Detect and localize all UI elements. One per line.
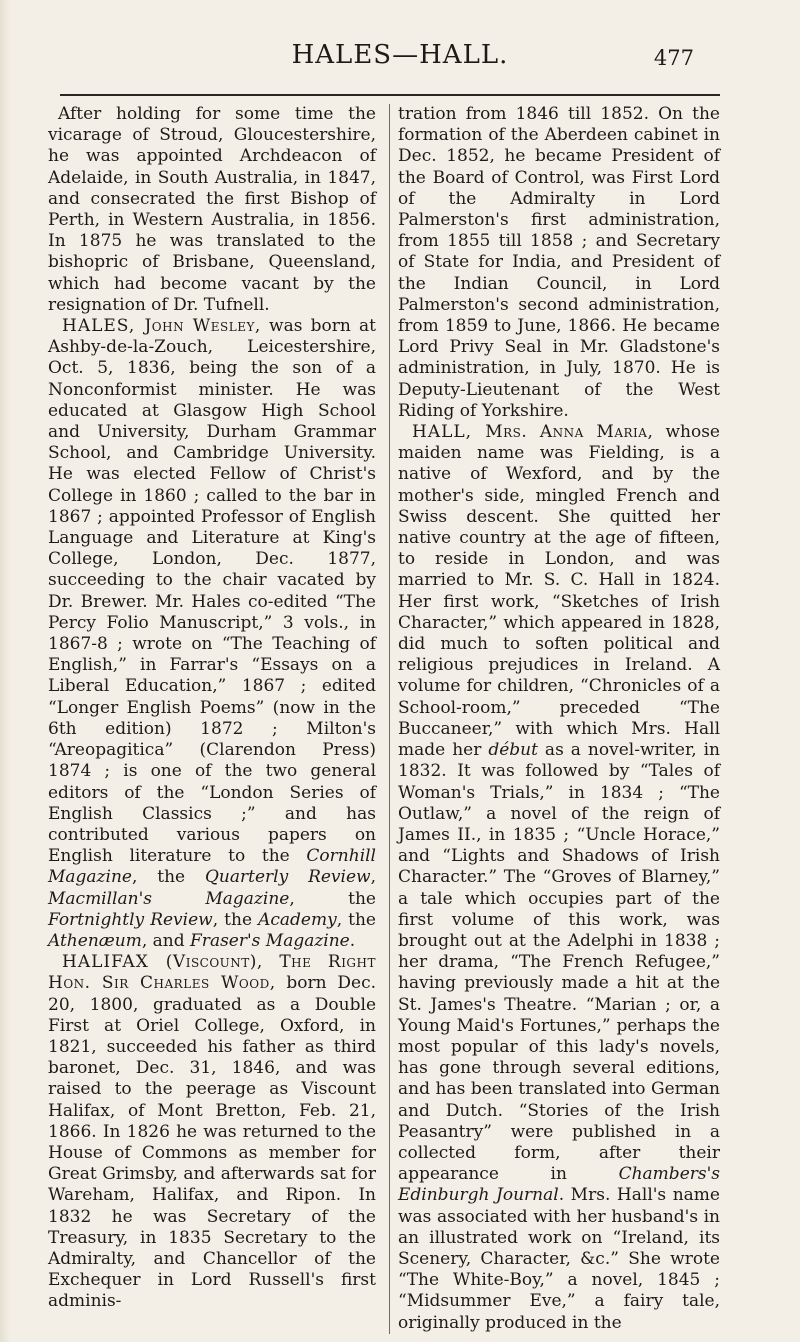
entry-halifax <box>48 952 376 1312</box>
entry-text: was born at Ashby-de-la-Zouch, Leicestershire, Oct. 5, 1836, being the son of a Nonconformist minister. He was educated at Glasgow High School and University, Durham Grammar School, and Cambridge University. He was elected Fellow of Christ's College in 1860 ; called to the bar in 1867 ; appointed Professor of English Language and Literature at King's College, London, Dec. 1877, succeeding to the chair vacated by Dr. Brewer. Mr. Hales co-edited “The Percy Folio Manuscript,” 3 vols., in 1867-8 ; wrote on “The Teaching of English,” in Farrar's “Essays on a Liberal Education,” 1867 ; edited “Longer English Poems” (now in the 6th edition) 1872 ; Milton's “Areopagitica” (Clarendon Press) 1874 ; is one of the two general editors of the “London Series of English Classics ;” and has contributed various papers on English literature to the <box>48 316 377 867</box>
entry-name: John Wesley, <box>144 316 261 337</box>
entry-headword: HALL, <box>412 422 486 443</box>
entry-headword: HALIFAX <box>62 952 166 973</box>
entry-text: whose maiden name was Fielding, is a native of Wexford, and by the mother's side, mingled French and Swiss descent. She quitted her native country at the age of fifteen, to reside in London, and was married to Mr. S. C. Hall in 1824. Her first work, “Sketches of Irish Character,” which appeared in 1828, did much to soften political and religious prejudices in Ireland. A volume for children, “Chronicles of a School-room,” preceded “The Buccaneer,” with which Mrs. Hall made her <box>398 422 720 761</box>
left-column <box>48 104 376 1334</box>
page-header <box>0 40 800 80</box>
entry-text: as a novel-writer, in 1832. It was followed by “Tales of Woman's Trials,” in 1834 ; “The Outlaw,” a novel of the reign of James II., in 1835 ; “Uncle Horace,” and “Lights and Shadows of Irish Character.” The “Groves of Blarney,” a tale which occupies part of the first volume of this work, was brought out at the Adelphi in 1838 ; her drama, “The French Refugee,” having previously made a hit at the St. James's Theatre. “Marian ; or, a Young Maid's Fortunes,” perhaps the most popular of this lady's novels, has gone through several editions, and has been translated into German and Dutch. “Stories of the Irish Peasantry” were published in a collected form, after their appearance in <box>398 740 720 1185</box>
entry-name: Mrs. Anna Maria, <box>485 422 654 443</box>
publication-title: Quarterly Review <box>204 867 371 888</box>
entry-name: (Viscount), The Right Hon. Sir Charles Wood, <box>48 952 376 994</box>
italic-word: début <box>488 740 538 761</box>
entry-text: born Dec. 20, 1800, graduated as a Double First at Oriel College, Oxford, in 1821, succeeded his father as third baronet, Dec. 31, 1846, and was raised to the peerage as Viscount Halifax, of Mont Bretton, Feb. 21, 1866. In 1826 he was returned to the House of Commons as member for Great Grimsby, and afterwards sat for Wareham, Halifax, and Ripon. In 1832 he was Secretary of the Treasury, in 1835 Secretary to the Admiralty, and Chancellor of the Exchequer in Lord Russell's first adminis- <box>48 973 376 1312</box>
publication-title: Chambers's Edinburgh Journal <box>398 1164 720 1206</box>
publication-title: Fortnightly Review <box>48 909 213 930</box>
entry-text: . <box>349 930 356 951</box>
entry-headword: HALES, <box>62 316 145 337</box>
publication-title: Fraser's Magazine <box>190 930 350 951</box>
entry-hall <box>398 422 720 1334</box>
paragraph-continued: tration from 1846 till 1852. On the formation of the Aberdeen cabinet in Dec. 1852, he became President of the Board of Control, was First Lord of the Admiralty in Lord Palmerston's first administration, from 1855 till 1858 ; and Secretary of State for India, and President of the Indian Council, in Lord Palmerston's second administration, from 1859 to June, 1866. He became Lord Privy Seal in Mr. Gladstone's administration, in July, 1870. He is Deputy-Lieutenant of the West Riding of Yorkshire. <box>398 104 720 421</box>
publication-title: Athenæum <box>48 930 142 951</box>
entry-text: , the <box>131 867 205 888</box>
right-column <box>389 104 720 1334</box>
entry-text: , <box>370 867 376 888</box>
paragraph-continued: After holding for some time the vicarage of Stroud, Gloucestershire, he was appointed Archdeacon of Adelaide, in South Australia, in 1847, and consecrated the first Bishop of Perth, in Western Australia, in 1856. In 1875 he was translated to the bishopric of Brisbane, Queensland, which had become vacant by the resignation of Dr. Tufnell. <box>48 104 376 315</box>
entry-text: . Mrs. Hall's name was associated with her husband's in an illustrated work on “Ireland, its Scenery, Character, &c.” She wrote “The White-Boy,” a novel, 1845 ; “Midsummer Eve,” a fairy tale, originally produced in the <box>398 1185 720 1333</box>
entry-text: , and <box>141 930 191 951</box>
entry-hales <box>48 316 376 952</box>
entry-text: , the <box>336 909 376 930</box>
header-rule <box>60 94 720 96</box>
running-title: HALES—HALL. <box>291 40 509 70</box>
scan-edge <box>0 0 10 1342</box>
entry-text: , the <box>212 909 259 930</box>
publication-title: Macmillan's Magazine <box>48 888 290 909</box>
page-number: 477 <box>653 46 694 70</box>
entry-text: , the <box>289 888 376 909</box>
publication-title: Academy <box>258 909 337 930</box>
text-columns <box>48 104 720 1334</box>
publication-title: Cornhill Magazine <box>48 846 376 888</box>
